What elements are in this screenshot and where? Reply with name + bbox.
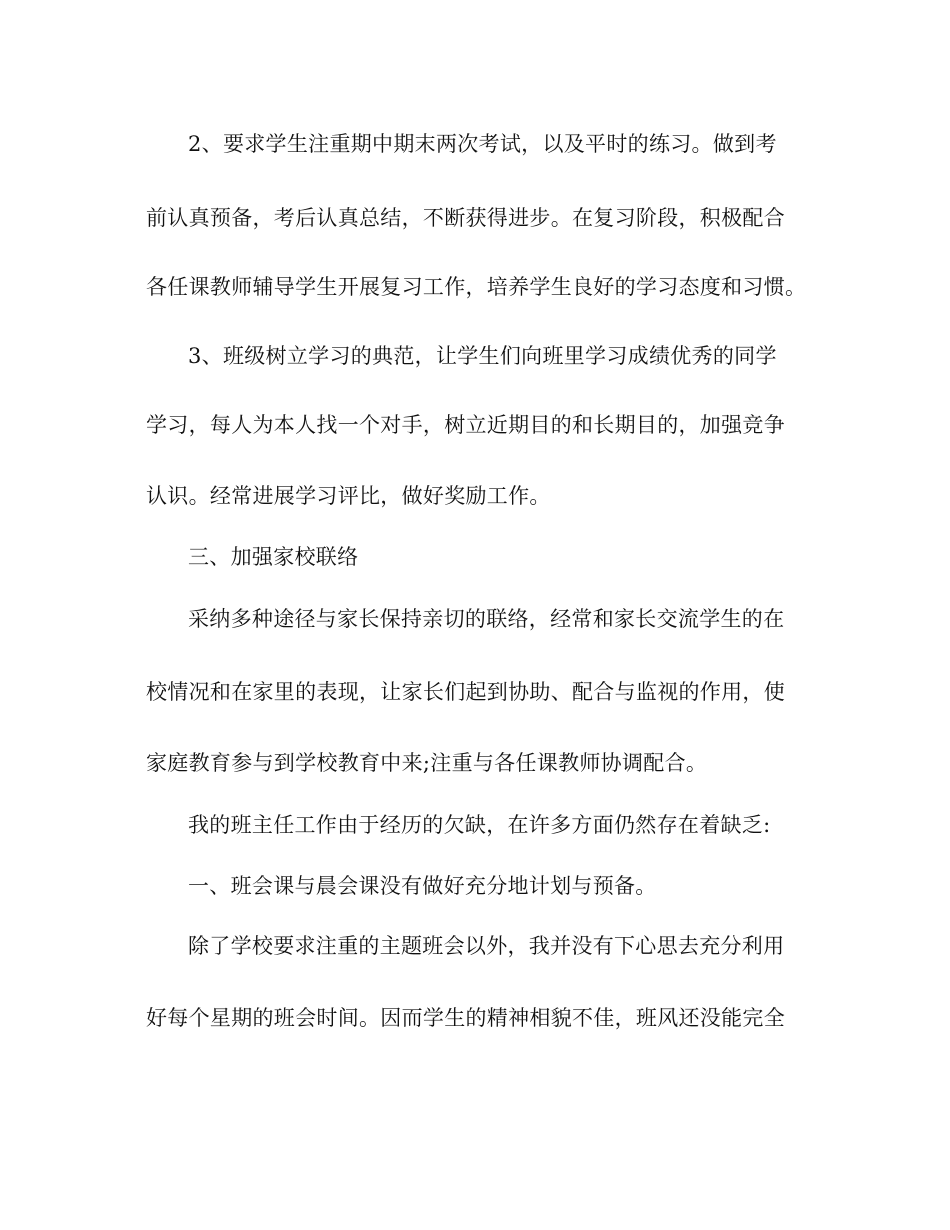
paragraph-line: 2、要求学生注重期中期末两次考试，以及平时的练习。做到考 <box>188 132 777 156</box>
paragraph-line: 好每个星期的班会时间。因而学生的精神相貌不佳，班风还没能完全 <box>146 1006 785 1030</box>
paragraph-line: 认识。经常进展学习评比，做好奖励工作。 <box>146 484 551 508</box>
section-heading: 一、班会课与晨会课没有做好充分地计划与预备。 <box>188 874 657 898</box>
paragraph-line: 校情况和在家里的表现，让家长们起到协助、配合与监视的作用，使 <box>146 680 785 704</box>
paragraph-line: 学习，每人为本人找一个对手，树立近期目的和长期目的，加强竞争 <box>146 413 785 437</box>
paragraph-line: 前认真预备，考后认真总结，不断获得进步。在复习阶段，积极配合 <box>146 206 785 230</box>
paragraph-line: 除了学校要求注重的主题班会以外，我并没有下心思去充分利用 <box>188 934 785 958</box>
paragraph-line: 家庭教育参与到学校教育中来;注重与各任课教师协调配合。 <box>146 751 708 775</box>
paragraph-line: 各任课教师辅导学生开展复习工作，培养学生良好的学习态度和习惯。 <box>146 275 807 299</box>
paragraph-line: 3、班级树立学习的典范，让学生们向班里学习成绩优秀的同学 <box>188 344 777 368</box>
paragraph-line: 我的班主任工作由于经历的欠缺，在许多方面仍然存在着缺乏: <box>188 813 771 837</box>
paragraph-line: 采纳多种途径与家长保持亲切的联络，经常和家长交流学生的在 <box>188 607 785 631</box>
section-heading: 三、加强家校联络 <box>188 545 359 569</box>
